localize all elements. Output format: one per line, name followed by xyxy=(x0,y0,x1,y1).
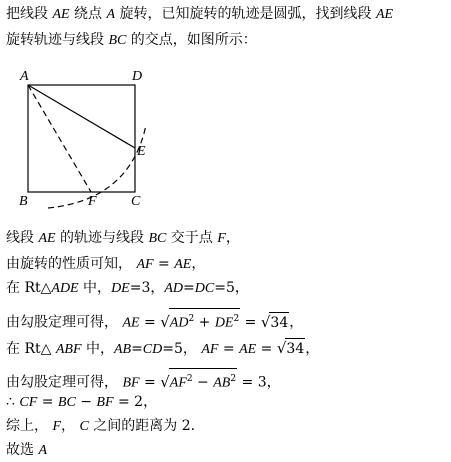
solution-line-3: 在 Rt△ADE 中，DE=3，AD=DC=5， xyxy=(6,280,249,296)
label-b: B xyxy=(19,194,28,209)
radicand: 34 xyxy=(269,312,289,333)
problem-intro-line-1: 把线段 AE 绕点 A 旋转，已知旋转的轨迹是圆弧，找到线段 AE xyxy=(6,6,394,22)
solution-line-2: 由旋转的性质可知， AF = AE， xyxy=(6,256,206,272)
segment-ae xyxy=(28,85,135,148)
solution-line-9: 故选 A xyxy=(6,442,48,458)
label-d: D xyxy=(132,69,143,84)
solution-line-5: 在 Rt△ ABF 中，AB=CD=5， AF = AE = √34， xyxy=(6,339,320,357)
sqrt-sign: √ xyxy=(260,312,271,331)
radicand: $AD^2 + DE^2$ xyxy=(169,308,240,334)
segment-af-dashed xyxy=(28,85,91,192)
solution-line-6: 由勾股定理可得， BF = $√AF^2 - AB^2 = 3$， xyxy=(6,368,281,394)
radicand: 34 xyxy=(285,338,305,359)
radicand: $AF^2 - AB^2$ xyxy=(169,368,237,394)
solution-line-4: 由勾股定理可得， AE = $√AD^2 + DE^2 = √34$， xyxy=(6,308,303,334)
solution-line-7: ∴ CF = BC − BF = 2， xyxy=(6,394,158,410)
sqrt-sign: √ xyxy=(276,339,287,357)
solution-line-8: 综上， F， C 之间的距离为 2. xyxy=(6,418,196,434)
label-c: C xyxy=(131,194,141,209)
sqrt-sign: √ xyxy=(160,372,170,391)
label-f: F xyxy=(88,194,97,209)
problem-intro-line-2: 旋转轨迹与线段 BC 的交点，如图所示： xyxy=(6,32,257,48)
label-e: E xyxy=(137,144,146,159)
sqrt-sign: √ xyxy=(160,312,170,331)
solution-line-1: 线段 AE 的轨迹与线段 BC 交于点 F， xyxy=(6,230,240,246)
label-a: A xyxy=(20,69,29,84)
